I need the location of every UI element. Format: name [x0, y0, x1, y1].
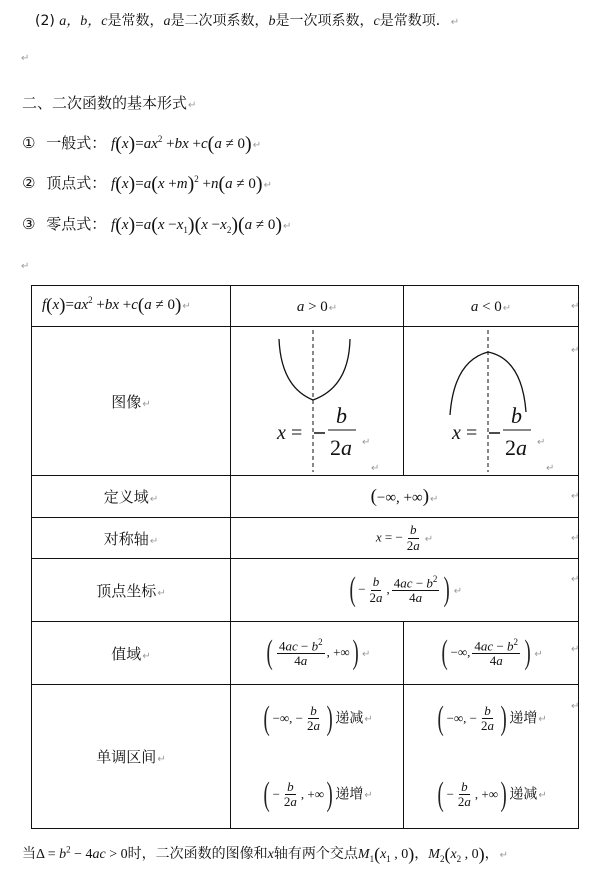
intro-text: 是常数项．	[379, 13, 450, 29]
svg-text:↵: ↵	[546, 463, 555, 474]
marker: ①	[22, 134, 36, 152]
return-mark-icon: ↵	[571, 345, 580, 356]
row-label-domain: 定义域↵	[32, 476, 231, 518]
form-label: 一般式：	[46, 134, 107, 152]
var-a: a	[163, 14, 171, 29]
graph-a-positive	[231, 327, 404, 476]
table-row-axis	[32, 518, 579, 559]
table-row-monotonic	[32, 685, 579, 829]
item-label: (2)	[35, 13, 55, 29]
table-row-domain	[32, 476, 579, 518]
intro-line	[35, 10, 459, 30]
footer-text: 轴有两个交点	[273, 846, 358, 862]
svg-text:b: b	[336, 403, 347, 428]
header-a-positive: a > 0↵	[231, 286, 404, 327]
svg-text:↵: ↵	[537, 437, 546, 448]
return-mark-icon: ↵	[283, 221, 292, 232]
return-mark-icon: ↵	[252, 140, 262, 151]
marker: ②	[22, 174, 36, 192]
form-vertex: ② 顶点式： $f(x)=a(x +m)^2 +n(a$ ≠ 0)↵	[22, 173, 272, 195]
marker: ③	[22, 215, 36, 233]
row-label-monotonic: 单调区间↵	[32, 685, 231, 829]
row-label-graph: 图像↵	[32, 327, 231, 476]
return-mark-icon: ↵	[571, 533, 580, 544]
domain-value: (−∞, +∞)↵	[231, 476, 579, 518]
var-x: x	[267, 847, 274, 862]
form-label: 零点式：	[46, 215, 107, 233]
return-mark-icon: ↵	[21, 53, 30, 64]
svg-text:x: x	[452, 422, 461, 444]
return-mark-icon: ↵	[263, 180, 272, 191]
svg-text:b: b	[511, 403, 522, 428]
upward-parabola-icon	[231, 327, 403, 476]
svg-text:↵: ↵	[371, 463, 380, 474]
quadratic-properties-table	[31, 285, 579, 829]
svg-text:x: x	[277, 422, 286, 444]
var-b: b	[268, 14, 276, 29]
return-mark-icon: ↵	[571, 574, 580, 585]
graph-a-negative	[404, 327, 579, 476]
table-row-graph	[32, 327, 579, 476]
intro-text: 是二次项系数，	[170, 13, 269, 29]
section-title-text: 二、二次函数的基本形式	[22, 94, 188, 112]
separator: ，	[414, 846, 429, 862]
intro-text: 是常数，	[107, 13, 164, 29]
range-a-negative: ( −∞, $\frac{4ac - b^2}{4a}$ ) ↵	[404, 622, 579, 685]
return-mark-icon: ↵	[571, 491, 580, 502]
monotonic-a-positive: ( −∞, − $\frac{b}{2a}$ ) 递减↵ ( − $\frac{b}{2a}$ , +∞) 递增↵	[231, 685, 404, 829]
section-title	[22, 92, 196, 113]
form-general: ① 一般式： $f(x)=ax^2 +bx +c(a$ ≠ 0)↵	[22, 133, 262, 155]
vertex-value: ( − $\frac{b}{2a}$ , $\frac{4ac - b^2}{4a}$ ) ↵	[231, 559, 579, 622]
table-header-row	[32, 286, 579, 327]
svg-text:=: =	[291, 422, 303, 444]
formula: f	[111, 136, 116, 152]
axis-value: x = − $\frac{b}{2a}$ ↵	[231, 518, 579, 559]
footer-line: 当$\Delta = b^2 - 4ac > 0$时，二次函数的图像和x轴有两个交点$M_1(x_1$ , 0)，$M_2(x_2$ , 0)，↵	[22, 844, 509, 864]
separator: ，	[484, 846, 499, 862]
row-label-axis: 对称轴↵	[32, 518, 231, 559]
return-mark-icon: ↵	[571, 701, 580, 712]
table-row-vertex	[32, 559, 579, 622]
header-function: $f(x)=ax^2 +bx +c(a$ ≠ 0)↵	[32, 286, 231, 327]
row-label-range: 值域↵	[32, 622, 231, 685]
form-label: 顶点式：	[46, 174, 107, 192]
footer-text: 当	[22, 846, 36, 862]
return-mark-icon: ↵	[571, 644, 580, 655]
return-mark-icon: ↵	[450, 17, 460, 28]
range-a-positive: ( $\frac{4ac - b^2}{4a}$ , +∞) ↵	[231, 622, 404, 685]
return-mark-icon: ↵	[21, 261, 30, 272]
svg-text:2a: 2a	[505, 435, 527, 460]
header-a-negative: a < 0↵	[404, 286, 579, 327]
footer-text: 时，二次函数的图像和	[127, 846, 268, 862]
row-label-vertex: 顶点坐标↵	[32, 559, 231, 622]
monotonic-a-negative: ( −∞, − $\frac{b}{2a}$ ) 递增↵ ( − $\frac{b}{2a}$ , +∞) 递减↵	[404, 685, 579, 829]
var-c: c	[373, 14, 380, 29]
form-zeros: ③ 零点式： $f(x)=a(x -x_1)(x -x_2)(a$ ≠ 0)↵	[22, 214, 292, 236]
svg-text:2a: 2a	[330, 435, 352, 460]
vars: a，b，c	[59, 14, 108, 29]
intro-text: 是一次项系数，	[275, 13, 374, 29]
return-mark-icon: ↵	[188, 100, 197, 111]
return-mark-icon: ↵	[571, 301, 580, 312]
downward-parabola-icon	[404, 327, 578, 476]
table-row-range	[32, 622, 579, 685]
svg-text:↵: ↵	[362, 437, 371, 448]
svg-text:=: =	[466, 422, 478, 444]
